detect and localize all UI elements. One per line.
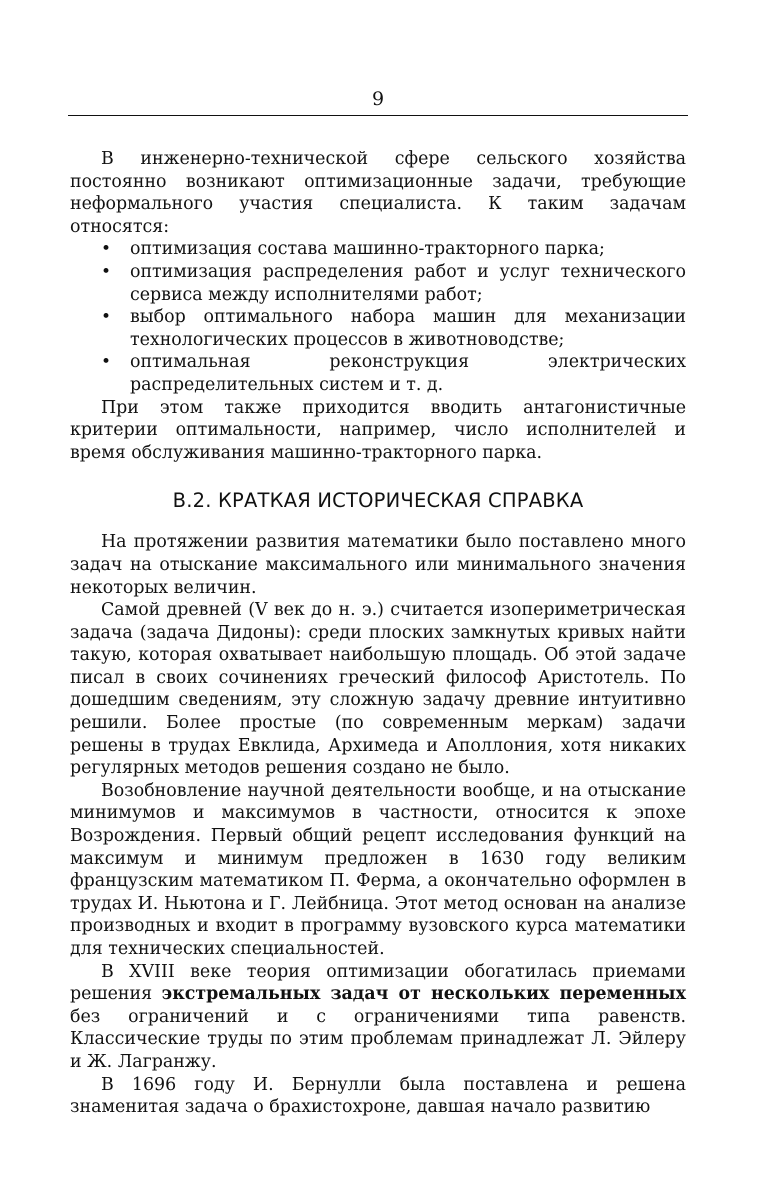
- intro-paragraph: В инженерно-технической сфере сельского хозяйства постоянно возникают оптимизационные задачи, требующие неформального участия специалиста. К таким задачам относятся:: [70, 149, 686, 237]
- page-number: 9: [371, 88, 385, 110]
- list-item: [70, 238, 686, 261]
- bullet-icon: •: [101, 352, 112, 373]
- history-paragraph-4: [70, 961, 686, 1074]
- bullet-icon: •: [101, 239, 112, 260]
- list-item-text: оптимизация распределения работ и услуг технического сервиса между исполнителями работ;: [130, 261, 686, 305]
- section-heading: В.2. КРАТКАЯ ИСТОРИЧЕСКАЯ СПРАВКА: [172, 489, 584, 513]
- bullet-icon: •: [101, 261, 112, 282]
- bold-term: экстремальных задач от нескольких переменных: [161, 984, 686, 1005]
- history-paragraph-5: В 1696 году И. Бернулли была поставлена и решена знаменитая задача о брахистохроне, давшая начало развитию: [70, 1074, 686, 1118]
- history-paragraph-1: На протяжении развития математики было поставлено много задач на отыскание максимального или минимального значения некоторых величин.: [70, 532, 686, 598]
- list-item: [70, 351, 686, 396]
- list-item-text: оптимальная реконструкция электрических распределительных систем и т. д.: [130, 352, 686, 395]
- page-body: [70, 148, 686, 1119]
- paragraph-4-start: В XVIII веке теория оптимизации обогатилась приемами решения: [70, 961, 686, 1005]
- history-paragraph-3: Возобновление научной деятельности вообще, и на отыскание минимумов и максимумов в частности, относится к эпохе Возрождения. Первый общий рецепт исследования функций на максимум и минимум предложен в 1630 году великим французским математиком П. Ферма, а окончательно оформлен в трудах И. Ньютона и Г. Лейбница. Этот метод основан на анализе производных и входит в программу вузовского курса математики для технических специальностей.: [70, 780, 686, 959]
- task-list: [70, 238, 686, 396]
- list-item-text: выбор оптимального набора машин для механизации технологических процессов в животноводстве;: [130, 307, 686, 350]
- intro-closing-paragraph: При этом также приходится вводить антагонистичные критерии оптимальности, например, число исполнителей и время обслуживания машинно-тракторного парка.: [70, 397, 686, 463]
- bullet-icon: •: [101, 307, 112, 328]
- list-item: [70, 306, 686, 351]
- list-item-text: оптимизация состава машинно-тракторного парка;: [130, 239, 605, 260]
- list-item: [70, 261, 686, 306]
- header-rule: [68, 115, 688, 116]
- history-paragraph-2: Самой древней (V век до н. э.) считается изопериметрическая задача (задача Дидоны): среди плоских замкнутых кривых найти такую, которая охватывает наибольшую площадь. Об этой задаче писал в своих сочинениях греческий философ Аристотель. По дошедшим сведениям, эту сложную задачу древние интуитивно решили. Более простые (по современным меркам) задачи решены в трудах Евклида, Архимеда и Аполлония, хотя никаких регулярных методов решения создано не было.: [70, 600, 686, 779]
- paragraph-4-end: без ограничений и с ограничениями типа равенств. Классические труды по этим проблемам принадлежат Л. Эйлеру и Ж. Лагранжу.: [70, 1006, 686, 1072]
